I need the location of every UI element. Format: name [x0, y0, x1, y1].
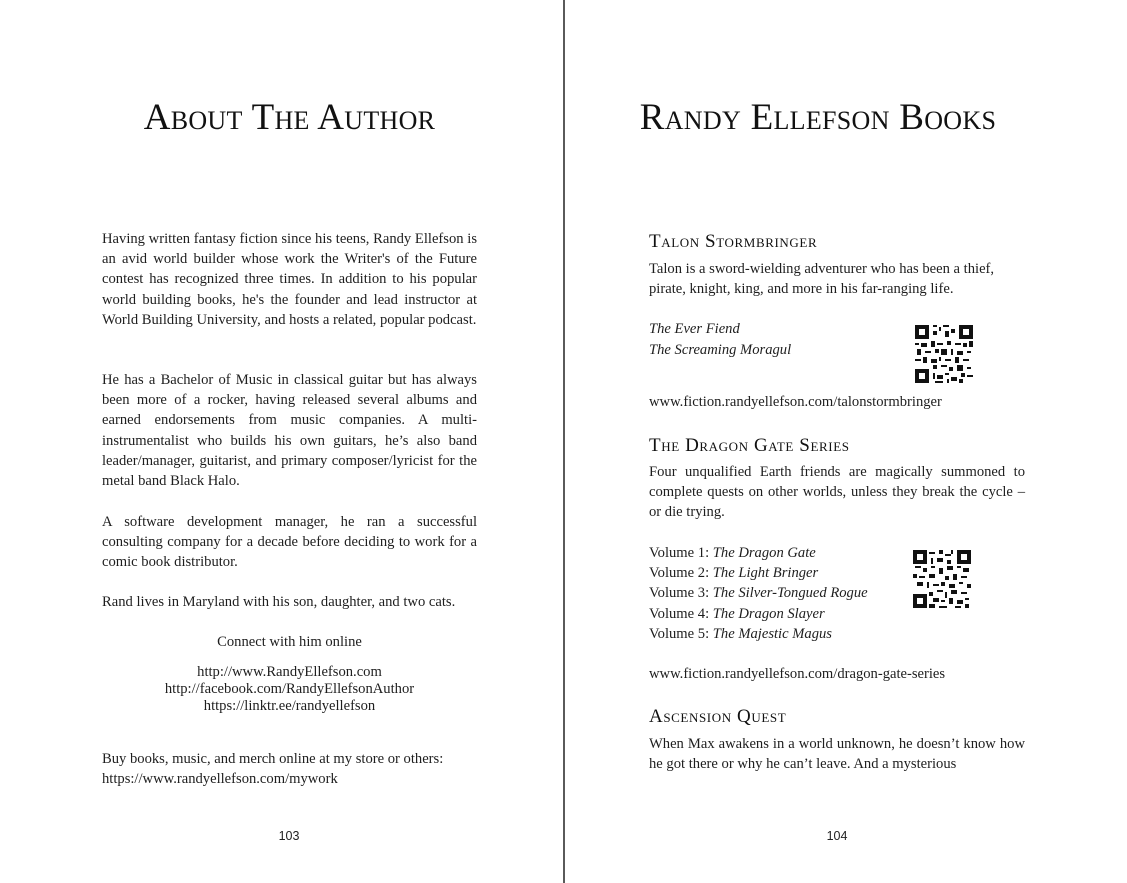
series-url-dragon-gate[interactable]: www.fiction.randyellefson.com/dragon-gate-series [649, 666, 946, 682]
volume-label: Volume 5: [649, 625, 710, 642]
link-facebook[interactable]: http://facebook.com/RandyEllefsonAuthor [164, 681, 415, 697]
author-links [102, 664, 477, 715]
bio-paragraph-3: A software development manager, he ran a successful consulting company for a decade before deciding to work for a comic book distributor. [102, 514, 477, 571]
bio-paragraph-1: Having written fantasy fiction since his teens, Randy Ellefson is an avid world builder whose work the Writer's of the Future contest has recognized three times. In addition to his popular world building books, he's the founder and lead instructor at World Building University, and hosts a related, popular podcast. [102, 231, 477, 328]
volume-title: The Light Bringer [712, 565, 819, 582]
right-page [565, 0, 1127, 883]
bio-paragraph-2: He has a Bachelor of Music in classical guitar but has always been more of a rocker, having released several albums and earned endorsements from music companies. A multi-instrumentalist who builds his own guitars, he’s also band leader/manager, guitarist, and primary composer/lyricist for the metal band Black Halo. [102, 372, 477, 490]
book-title-screaming-moragul: The Screaming Moragul [649, 342, 792, 358]
page-title-about-author: About The Author [143, 97, 436, 138]
qr-code-graphic [915, 325, 973, 383]
volume-item-3 [649, 583, 868, 603]
volume-label: Volume 3: [649, 585, 710, 602]
connect-heading: Connect with him online [217, 634, 362, 650]
book-title-ever-fiend: The Ever Fiend [649, 321, 740, 337]
volume-item-2 [649, 563, 868, 583]
page-number-left: 103 [278, 829, 300, 843]
store-text: Buy books, music, and merch online at my store or others: [102, 751, 444, 767]
series-heading-dragon-gate: The Dragon Gate Series [649, 435, 850, 456]
volume-title: The Dragon Gate [712, 545, 816, 561]
volume-item-4 [649, 604, 868, 624]
left-page [0, 0, 563, 883]
dragon-gate-volume-list [649, 543, 868, 644]
volume-label: Volume 2: [649, 565, 710, 582]
volume-label: Volume 1: [649, 545, 710, 561]
series-description-dragon-gate: Four unqualified Earth friends are magically summoned to complete quests on other worlds, unless they break the cycle – or die trying. [649, 464, 1025, 521]
volume-item-5 [649, 624, 868, 644]
page-title-books: Randy Ellefson Books [639, 97, 997, 138]
link-website[interactable]: http://www.RandyEllefson.com [197, 664, 382, 680]
page-number-right: 104 [826, 829, 848, 843]
series-heading-ascension-quest: Ascension Quest [649, 706, 787, 727]
qr-code-graphic [913, 550, 971, 608]
bio-paragraph-4: Rand lives in Maryland with his son, daughter, and two cats. [102, 594, 456, 610]
qr-code-talon[interactable] [915, 325, 973, 383]
qr-code-dragon-gate[interactable] [913, 550, 971, 608]
volume-label: Volume 4: [649, 605, 710, 622]
series-heading-talon-stormbringer: Talon Stormbringer [649, 231, 818, 252]
talon-titles [649, 319, 791, 361]
store-link[interactable]: https://www.randyellefson.com/mywork [102, 771, 338, 788]
store-block [102, 749, 482, 789]
volume-item-1 [649, 543, 868, 563]
volume-title: The Majestic Magus [712, 625, 832, 642]
series-url-talon[interactable]: www.fiction.randyellefson.com/talonstormbringer [649, 394, 942, 410]
volume-title: The Dragon Slayer [712, 605, 825, 622]
series-description-ascension-quest: When Max awakens in a world unknown, he doesn’t know how he got there or why he can’t leave. And a mysterious [649, 736, 1025, 773]
series-description-talon: Talon is a sword-wielding adventurer who has been a thief, pirate, knight, king, and more in his far-ranging life. [649, 261, 995, 298]
link-linktree[interactable]: https://linktr.ee/randyellefson [203, 698, 376, 714]
volume-title: The Silver-Tongued Rogue [712, 585, 868, 602]
